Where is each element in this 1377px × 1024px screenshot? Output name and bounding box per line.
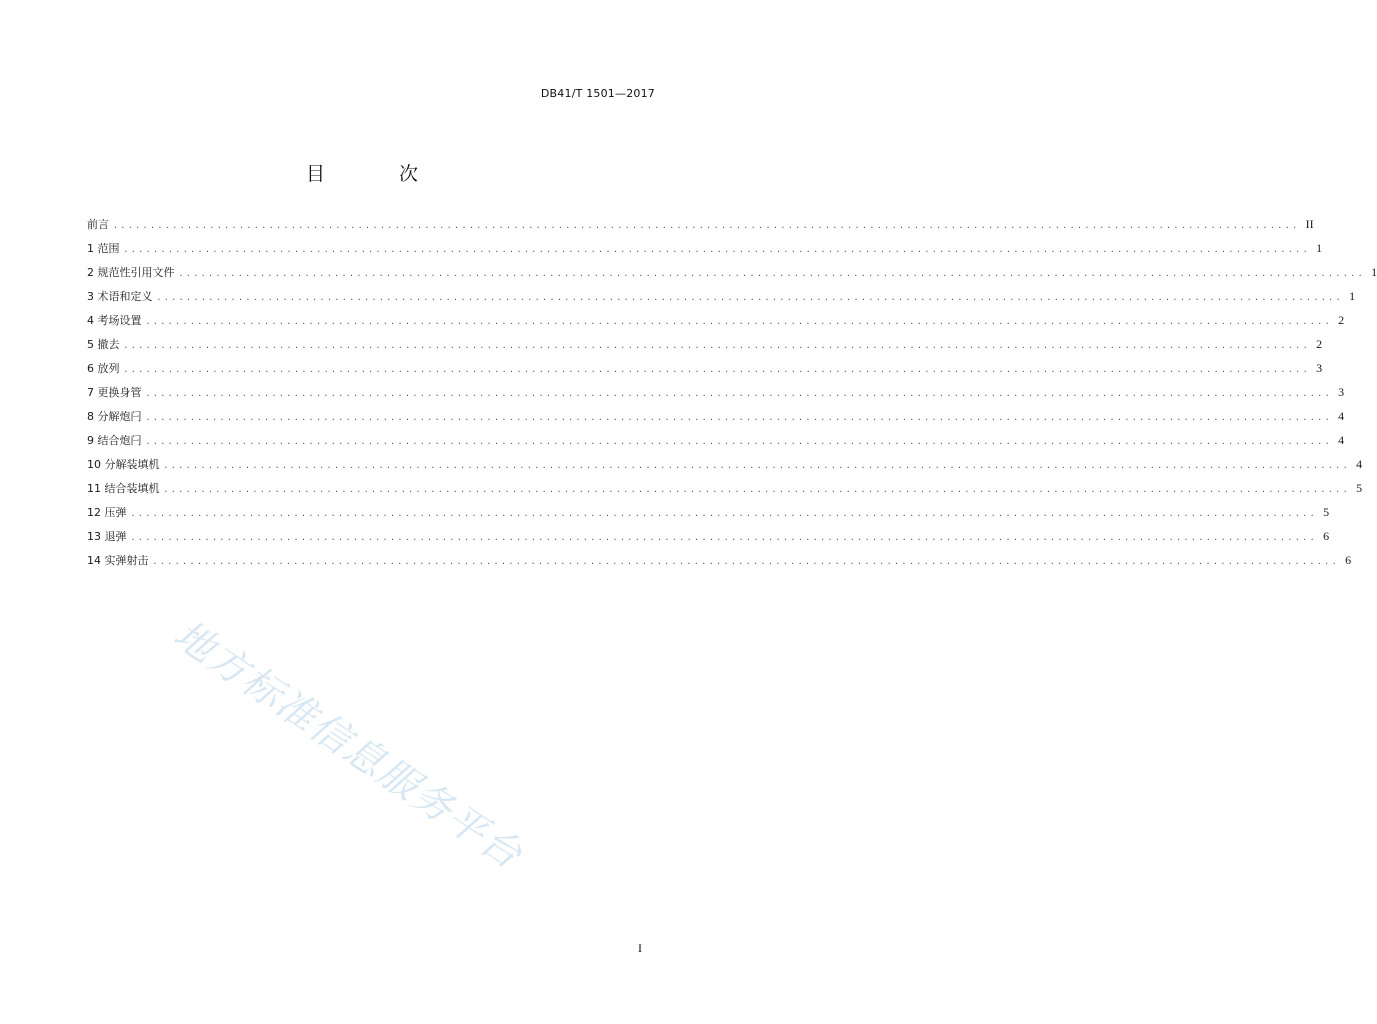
toc-dot-leader: ................................................................................................................................................................ [178, 269, 1366, 278]
toc-entry-label: 12 压弹 [87, 506, 127, 519]
toc-entry-label: 7 更换身管 [87, 386, 142, 399]
toc-dot-leader: ................................................................................................................................................................ [123, 341, 1311, 350]
toc-dot-leader: ................................................................................................................................................................ [123, 245, 1311, 254]
toc-dot-leader: ................................................................................................................................................................ [145, 389, 1333, 398]
toc-entry-page: 4 [1338, 433, 1345, 447]
toc-entry-label: 2 规范性引用文件 [87, 266, 175, 279]
toc-entry-page: 4 [1338, 409, 1345, 423]
toc-entry[interactable] [87, 288, 1356, 312]
toc-entry-page: 5 [1356, 481, 1363, 495]
toc-entry[interactable] [87, 552, 1352, 576]
toc-entry-label: 4 考场设置 [87, 314, 142, 327]
page-number: I [638, 941, 642, 955]
toc-entry[interactable] [87, 408, 1345, 432]
toc-entry[interactable] [87, 264, 1377, 288]
toc-entry[interactable] [87, 480, 1363, 504]
toc-entry[interactable] [87, 528, 1330, 552]
toc-title: 目 次 [305, 163, 453, 185]
toc-entry-label: 11 结合装填机 [87, 482, 160, 495]
toc-entry-page: 3 [1338, 385, 1345, 399]
toc-entry-page: 6 [1323, 529, 1330, 543]
toc-dot-leader: ................................................................................................................................................................ [130, 509, 1318, 518]
table-of-contents [87, 216, 1377, 576]
watermark: 地方标准信息服务平台 [165, 612, 531, 879]
toc-dot-leader: ................................................................................................................................................................ [123, 365, 1311, 374]
toc-entry-label: 3 术语和定义 [87, 290, 153, 303]
toc-entry-label: 1 范围 [87, 242, 120, 255]
toc-entry[interactable] [87, 456, 1363, 480]
toc-dot-leader: ................................................................................................................................................................ [156, 293, 1344, 302]
toc-entry-page: 3 [1316, 361, 1323, 375]
toc-dot-leader: ................................................................................................................................................................ [163, 485, 1351, 494]
toc-entry[interactable] [87, 312, 1345, 336]
toc-entry-page: 5 [1323, 505, 1330, 519]
toc-entry-page: 2 [1316, 337, 1323, 351]
toc-entry-page: 4 [1356, 457, 1363, 471]
toc-dot-leader: ................................................................................................................................................................ [152, 557, 1340, 566]
toc-entry[interactable] [87, 432, 1345, 456]
toc-entry-page: 6 [1345, 553, 1352, 567]
toc-entry[interactable] [87, 216, 1314, 240]
toc-entry-page: II [1305, 217, 1314, 231]
toc-entry-label: 5 撤去 [87, 338, 120, 351]
standard-code: DB41/T 1501—2017 [540, 87, 655, 100]
toc-entry-label: 10 分解装填机 [87, 458, 160, 471]
toc-dot-leader: ................................................................................................................................................................ [163, 461, 1351, 470]
toc-entry-label: 14 实弹射击 [87, 554, 149, 567]
toc-dot-leader: ................................................................................................................................................................ [145, 413, 1333, 422]
toc-entry[interactable] [87, 240, 1323, 264]
toc-dot-leader: ................................................................................................................................................................ [130, 533, 1318, 542]
toc-dot-leader: ................................................................................................................................................................ [113, 221, 1300, 230]
toc-entry-page: 1 [1349, 289, 1356, 303]
toc-dot-leader: ................................................................................................................................................................ [145, 437, 1333, 446]
toc-entry-page: 1 [1371, 265, 1377, 279]
toc-entry[interactable] [87, 384, 1345, 408]
toc-entry-page: 2 [1338, 313, 1345, 327]
toc-entry-label: 前言 [87, 218, 109, 231]
toc-entry-label: 8 分解炮闩 [87, 410, 142, 423]
toc-entry-label: 13 退弹 [87, 530, 127, 543]
toc-entry-page: 1 [1316, 241, 1323, 255]
toc-entry[interactable] [87, 360, 1323, 384]
toc-entry[interactable] [87, 336, 1323, 360]
toc-entry-label: 6 放列 [87, 362, 120, 375]
toc-dot-leader: ................................................................................................................................................................ [145, 317, 1333, 326]
toc-entry[interactable] [87, 504, 1330, 528]
toc-entry-label: 9 结合炮闩 [87, 434, 142, 447]
